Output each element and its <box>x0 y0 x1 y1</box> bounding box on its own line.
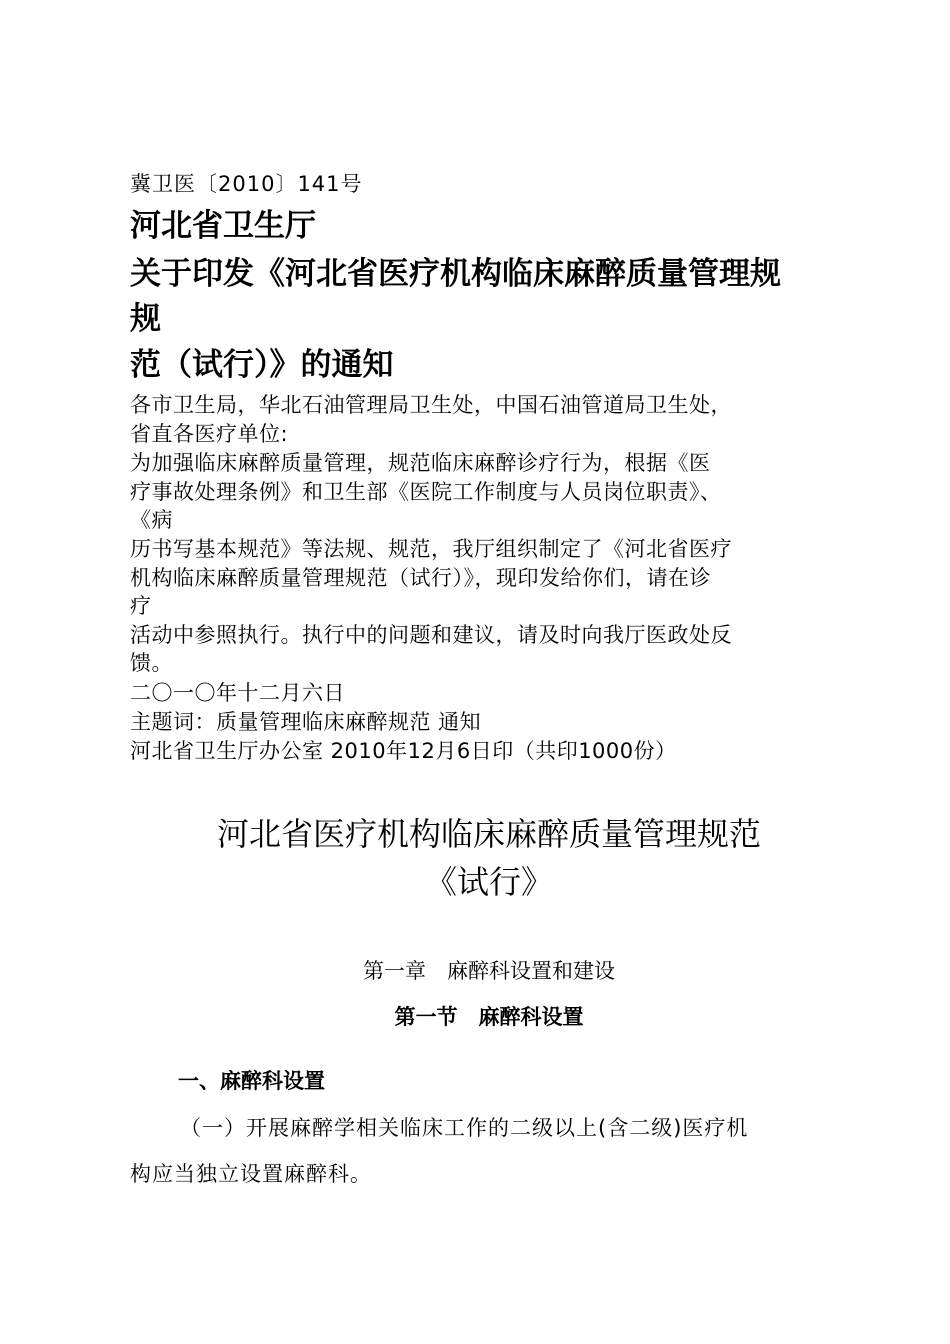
notice-body-line: 活动中参照执行。执行中的问题和建议，请及时向我厅医政处反 <box>130 623 732 647</box>
notice-body-line: 省直各医疗单位: <box>130 422 289 446</box>
notice-body-line: 馈。 <box>130 651 173 675</box>
notice-title-line-2: 关于印发《河北省医疗机构临床麻醉质量管理规 <box>130 256 781 292</box>
chapter-heading: 第一章 麻醉科设置和建设 <box>363 959 615 983</box>
notice-body-line: 疗事故处理条例》和卫生部《医院工作制度与人员岗位职责》、 <box>130 480 722 504</box>
item-heading: 一、麻醉科设置 <box>178 1069 325 1093</box>
notice-body-line: 《病 <box>130 508 173 532</box>
notice-body-line: 历书写基本规范》等法规、规范，我厅组织制定了《河北省医疗 <box>130 537 732 561</box>
notice-body-line: 疗 <box>130 594 152 618</box>
notice-body-line: 各市卫生局，华北石油管理局卫生处，中国石油管道局卫生处， <box>130 393 732 417</box>
notice-title-line-1: 河北省卫生厅 <box>130 208 316 244</box>
notice-keywords: 主题词：质量管理临床麻醉规范 通知 <box>130 710 482 734</box>
notice-print-info: 河北省卫生厅办公室 2010年12月6日印（共印1000份） <box>130 739 677 763</box>
regulation-title: 河北省医疗机构临床麻醉质量管理规范 <box>216 815 761 853</box>
notice-title-line-3: 规 <box>130 301 161 337</box>
notice-body-line: 机构临床麻醉质量管理规范（试行）》，现印发给你们，请在诊 <box>130 566 711 590</box>
paragraph-line-2: 构应当独立设置麻醉科。 <box>130 1162 372 1186</box>
notice-date: 二〇一〇年十二月六日 <box>130 681 345 705</box>
notice-title-line-4: 范（试行）》的通知 <box>130 347 394 383</box>
document-number: 冀卫医〔2010〕141号 <box>130 172 363 196</box>
notice-body-line: 为加强临床麻醉质量管理，规范临床麻醉诊疗行为，根据《医 <box>130 451 711 475</box>
regulation-subtitle: 《试行》 <box>424 863 553 901</box>
paragraph-line-1: （一）开展麻醉学相关临床工作的二级以上(含二级)医疗机 <box>180 1116 749 1140</box>
section-heading: 第一节 麻醉科设置 <box>394 1004 584 1029</box>
